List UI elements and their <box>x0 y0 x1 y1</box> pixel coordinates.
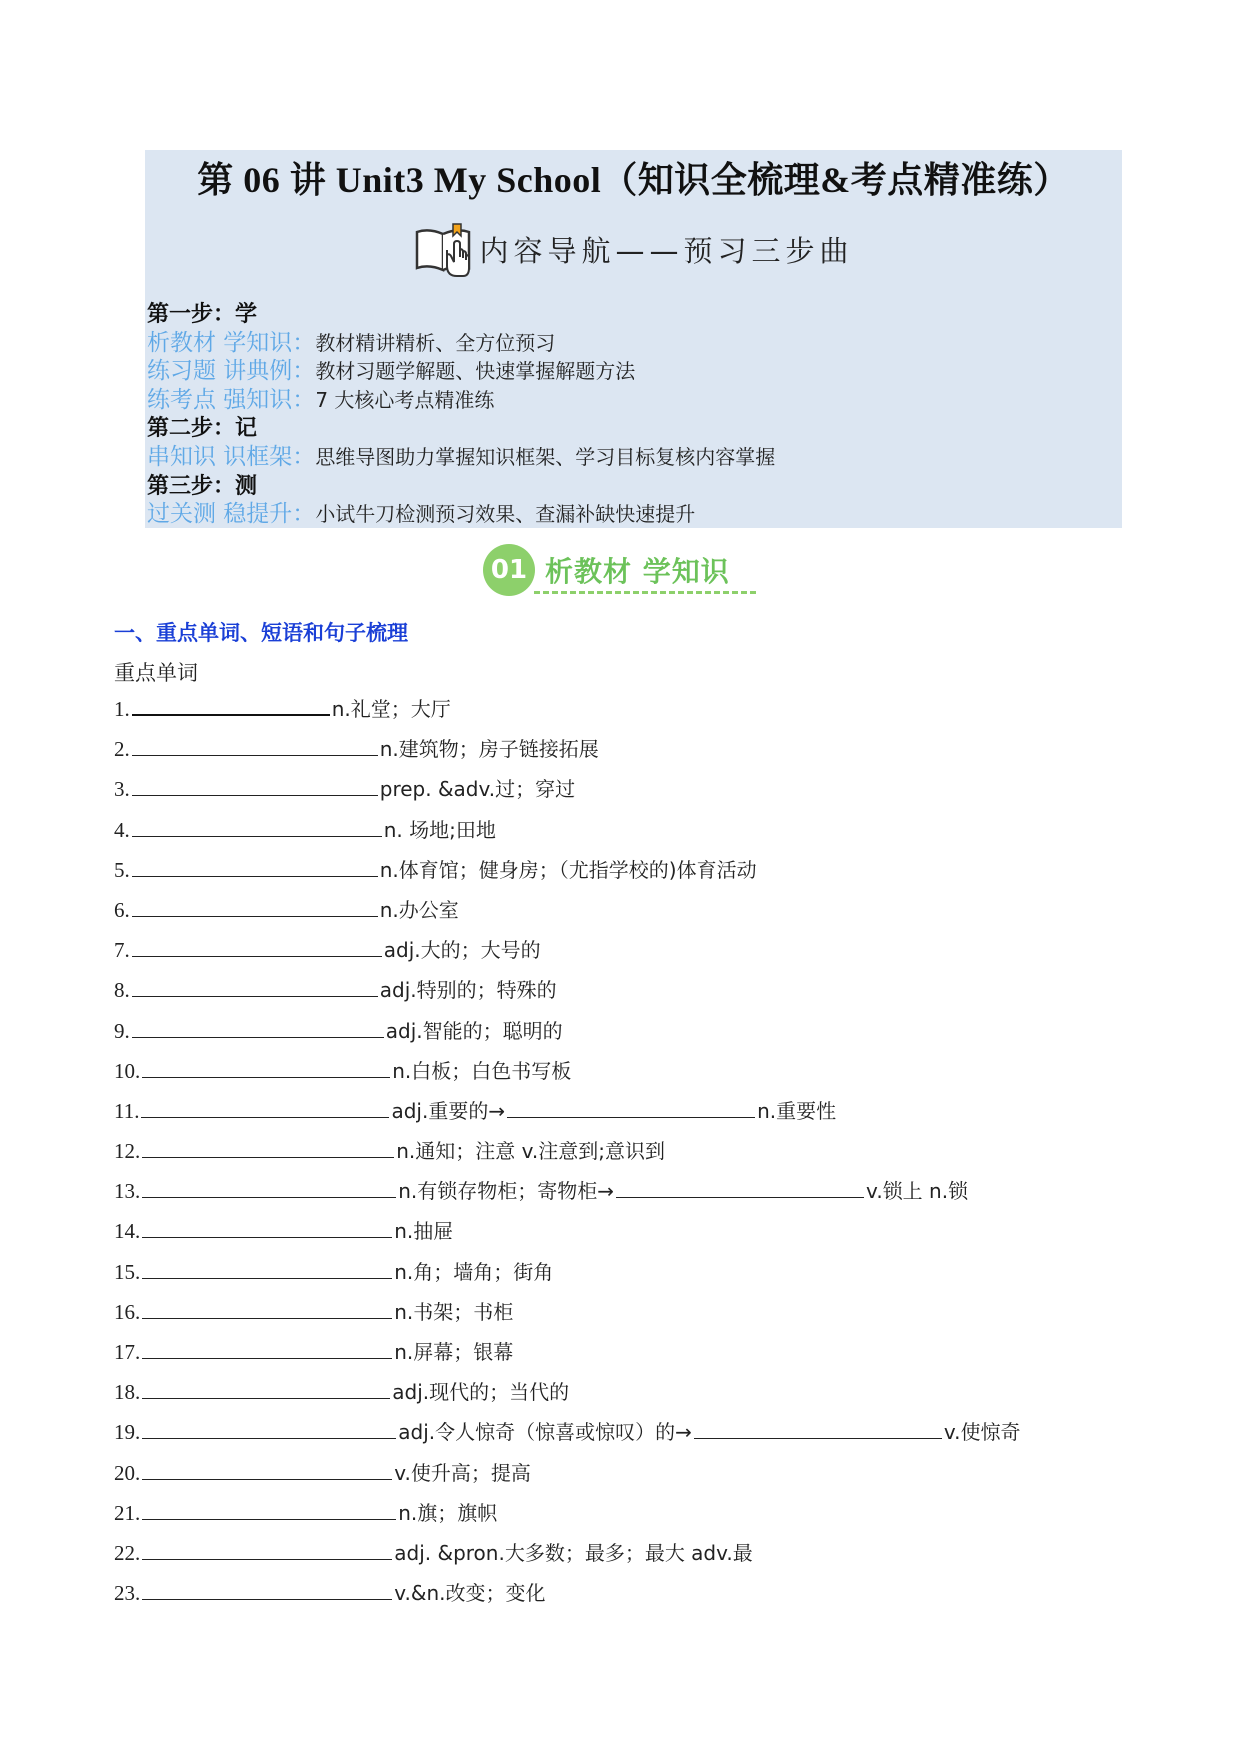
vocab-item: 21. n.旗；旗帜 <box>114 1493 1021 1533</box>
vocab-item: 10. n.白板；白色书写板 <box>114 1051 1021 1091</box>
section-heading: 一、重点单词、短语和句子梳理 <box>114 621 408 645</box>
answer-blank[interactable] <box>142 1497 396 1520</box>
vocab-item: 4. n. 场地;田地 <box>114 810 1021 850</box>
answer-blank[interactable] <box>142 1457 392 1480</box>
answer-blank[interactable] <box>142 1296 392 1319</box>
step-head: 第三步：测 <box>147 473 258 499</box>
vocab-item: 19. adj.令人惊奇（惊喜或惊叹）的→ v.使惊奇 <box>114 1412 1021 1452</box>
answer-blank[interactable] <box>132 934 382 957</box>
answer-blank[interactable] <box>142 1055 390 1078</box>
vocab-item: 2. n.建筑物；房子链接拓展 <box>114 729 1021 769</box>
answer-blank[interactable] <box>694 1416 942 1439</box>
section-label: 析教材 学知识 <box>545 555 730 588</box>
subsection-heading: 重点单词 <box>114 661 198 685</box>
answer-blank[interactable] <box>507 1095 755 1118</box>
step-item: 过关测 稳提升：小试牛刀检测预习效果、查漏补缺快速提升 <box>147 501 696 528</box>
answer-blank[interactable] <box>142 1416 396 1439</box>
answer-blank[interactable] <box>132 773 378 796</box>
vocab-item: 9. adj.智能的；聪明的 <box>114 1011 1021 1051</box>
vocab-item: 7. adj.大的；大号的 <box>114 930 1021 970</box>
vocab-item: 6. n.办公室 <box>114 890 1021 930</box>
answer-blank[interactable] <box>141 1095 389 1118</box>
answer-blank[interactable] <box>142 1215 392 1238</box>
vocab-item: 11. adj.重要的→ n.重要性 <box>114 1091 1021 1131</box>
answer-blank[interactable] <box>142 1537 392 1560</box>
answer-blank[interactable] <box>142 1135 394 1158</box>
step-item: 串知识 识框架：思维导图助力掌握知识框架、学习目标复核内容掌握 <box>147 443 776 470</box>
step-head: 第一步：学 <box>147 302 258 327</box>
vocab-item: 13. n.有锁存物柜；寄物柜→ v.锁上 n.锁 <box>114 1171 1021 1211</box>
navigation-title: 内容导航——预习三步曲 <box>479 233 854 268</box>
vocab-item: 16. n.书架；书柜 <box>114 1292 1021 1332</box>
answer-blank[interactable] <box>132 733 378 756</box>
vocab-item: 15. n.角；墙角；街角 <box>114 1252 1021 1292</box>
answer-blank[interactable] <box>132 854 378 877</box>
vocab-item: 14. n.抽屉 <box>114 1211 1021 1251</box>
step-head: 第二步：记 <box>147 416 258 442</box>
answer-blank[interactable] <box>142 1577 392 1600</box>
vocab-item: 17. n.屏幕；银幕 <box>114 1332 1021 1372</box>
step-item: 练考点 强知识：7 大核心考点精准练 <box>147 386 495 413</box>
answer-blank[interactable] <box>132 974 378 997</box>
vocabulary-list <box>114 689 1021 1613</box>
vocab-item: 8. adj.特别的；特殊的 <box>114 970 1021 1010</box>
vocab-item: 23. v.&n.改变；变化 <box>114 1573 1021 1613</box>
vocab-item: 22. adj. &pron.大多数；最多；最大 adv.最 <box>114 1533 1021 1573</box>
step-item: 练习题 讲典例：教材习题学解题、快速掌握解题方法 <box>147 358 636 385</box>
answer-blank[interactable] <box>132 894 378 917</box>
answer-blank[interactable] <box>132 1015 384 1038</box>
answer-blank[interactable] <box>142 1336 392 1359</box>
vocab-item: 18. adj.现代的；当代的 <box>114 1372 1021 1412</box>
answer-blank[interactable] <box>142 1175 396 1198</box>
vocab-item: 1. n.礼堂；大厅 <box>114 689 1021 729</box>
book-pointer-icon <box>413 220 475 278</box>
answer-blank[interactable] <box>142 1256 392 1279</box>
section-underline <box>534 591 756 594</box>
content-navigation <box>145 220 1122 280</box>
vocab-item: 3. prep. &adv.过；穿过 <box>114 769 1021 809</box>
step-item: 析教材 学知识：教材精讲精析、全方位预习 <box>147 329 556 356</box>
vocab-item: 20. v.使升高；提高 <box>114 1453 1021 1493</box>
page-title: 第 06 讲 Unit3 My School（知识全梳理&考点精准练） <box>197 160 1070 200</box>
vocab-item: 12. n.通知；注意 v.注意到;意识到 <box>114 1131 1021 1171</box>
vocab-item: 5. n.体育馆；健身房；（尤指学校的)体育活动 <box>114 850 1021 890</box>
answer-blank[interactable] <box>616 1175 864 1198</box>
answer-blank[interactable] <box>142 1376 390 1399</box>
answer-blank[interactable] <box>132 814 382 837</box>
answer-blank[interactable] <box>132 692 330 716</box>
section-number-badge: 01 <box>483 544 535 596</box>
study-steps <box>147 300 775 529</box>
